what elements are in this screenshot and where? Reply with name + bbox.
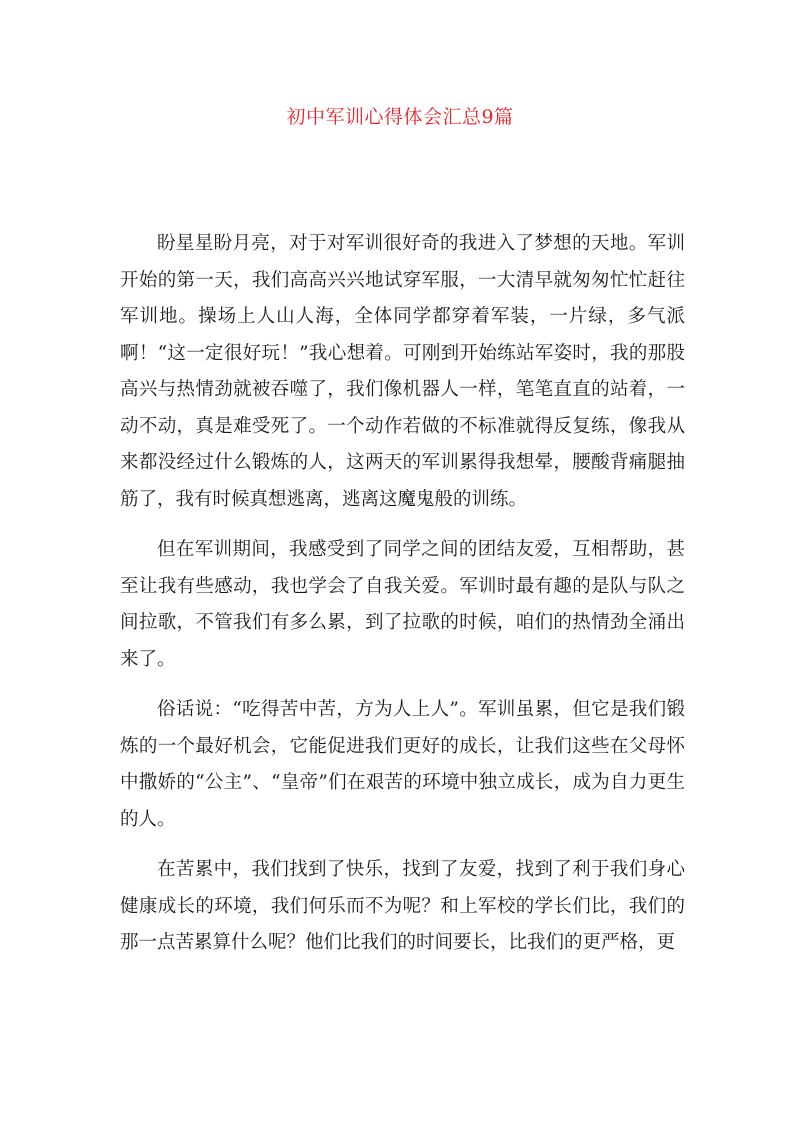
document-title: 初中军训心得体会汇总9篇 bbox=[286, 106, 514, 128]
paragraph: 但在军训期间，我感受到了同学之间的团结友爱，互相帮助，甚至让我有些感动，我也学会了自我关爱。军训时最有趣的是队与队之间拉歌，不管我们有多么累，到了拉歌的时候，咱们的热情劲全涌出来了。 bbox=[120, 539, 685, 670]
paragraph: 盼星星盼月亮，对于对军训很好奇的我进入了梦想的天地。军训开始的第一天，我们高高兴兴地试穿军服，一大清早就匆匆忙忙赶往军训地。操场上人山人海，全体同学都穿着军装，一片绿，多气派啊！“这一定很好玩！”我心想着。可刚到开始练站军姿时，我的那股高兴与热情劲就被吞噬了，我们像机器人一样，笔笔直直的站着，一动不动，真是难受死了。一个动作若做的不标准就得反复练，像我从来都没经过什么锻炼的人，这两天的军训累得我想晕，腰酸背痛腿抽筋了，我有时候真想逃离，逃离这魔鬼般的训练。 bbox=[120, 233, 685, 510]
document-body bbox=[120, 226, 685, 976]
paragraph: 俗话说：“吃得苦中苦，方为人上人”。军训虽累，但它是我们锻炼的一个最好机会，它能促进我们更好的成长，让我们这些在父母怀中撒娇的“公主”、“皇帝”们在艰苦的环境中独立成长，成为自力更生的人。 bbox=[120, 699, 685, 830]
paragraph: 在苦累中，我们找到了快乐，找到了友爱，找到了利于我们身心健康成长的环境，我们何乐而不为呢？和上军校的学长们比，我们的那一点苦累算什么呢？他们比我们的时间要长，比我们的更严格，更 bbox=[120, 859, 685, 953]
